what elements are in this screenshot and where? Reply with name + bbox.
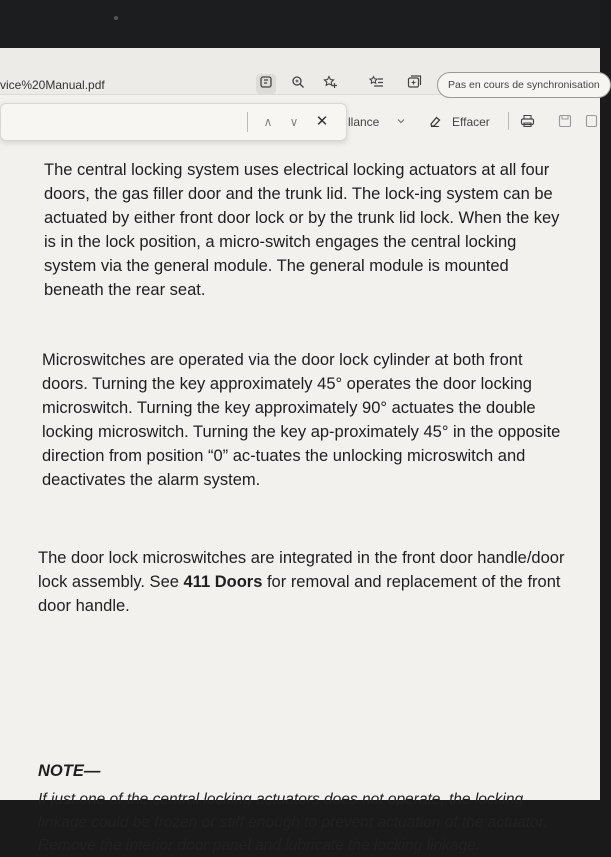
paragraph-door-lock-microswitches bbox=[38, 546, 573, 618]
doors-reference-link[interactable]: 411 Doors bbox=[183, 573, 263, 591]
note-body: If just one of the central locking actuators does not operate, the locking linkage could be frozen or stiff enough to prevent actuation of the actuator. Remove the interior door panel and lubricate the locking linkage. bbox=[38, 791, 548, 854]
paragraph-central-locking: The central locking system uses electrical locking actuators at all four doors, the gas filler door and the trunk lid. The lock-ing system can be actuated by either front door lock or by the trunk lid lock. When the key is in the lock position, a micro-switch engages the central locking system via the general module. The general module is mounted beneath the rear seat. bbox=[44, 161, 560, 299]
favorite-add-icon[interactable] bbox=[320, 74, 340, 94]
highlight-tool-label[interactable]: llance bbox=[348, 115, 380, 129]
find-previous-button[interactable]: ∧ bbox=[263, 115, 273, 129]
chevron-down-icon[interactable] bbox=[396, 114, 406, 130]
print-icon[interactable] bbox=[520, 114, 535, 132]
favorites-list-icon[interactable] bbox=[366, 74, 386, 94]
note-heading: NOTE— bbox=[38, 762, 101, 780]
save-icon[interactable] bbox=[558, 114, 572, 132]
paragraph-microswitches: Microswitches are operated via the door lock cylinder at both front doors. Turning the key approximately 45° operates the door locking microswitch. Turning the key approximately 90° actuates the double locking microswitch. Turning the key ap-proximately 45° in the opposite direction from position “0” ac-tuates the unlocking microswitch and deactivates the alarm system. bbox=[42, 351, 561, 489]
read-aloud-icon[interactable] bbox=[256, 74, 276, 94]
find-bar-divider bbox=[247, 112, 248, 132]
find-next-button[interactable]: ∨ bbox=[289, 115, 299, 129]
monitor-bezel bbox=[0, 0, 600, 48]
zoom-icon[interactable] bbox=[288, 74, 308, 94]
paragraph-text-start: The door lock microswitches are integrated in the front door handle/door lock assembly. See bbox=[38, 549, 565, 591]
collections-icon[interactable] bbox=[404, 74, 424, 94]
paragraph-text-end: for removal and replacement of the front door handle. bbox=[38, 573, 561, 615]
pdf-file-title[interactable]: vice%20Manual.pdf bbox=[0, 78, 105, 92]
sync-status-button[interactable] bbox=[437, 72, 611, 98]
pdf-page-content bbox=[0, 148, 600, 854]
sync-status-label: Pas en cours de synchronisation bbox=[448, 79, 600, 91]
eraser-icon[interactable] bbox=[428, 114, 442, 132]
browser-toolbar bbox=[0, 48, 600, 95]
save-as-icon[interactable] bbox=[585, 114, 597, 132]
webcam-dot bbox=[114, 16, 118, 20]
find-bar bbox=[0, 103, 347, 141]
pdf-toolbar-divider bbox=[508, 112, 509, 130]
erase-button[interactable]: Effacer bbox=[452, 115, 490, 129]
browser-window bbox=[0, 48, 600, 854]
find-close-button[interactable]: ✕ bbox=[315, 113, 329, 130]
